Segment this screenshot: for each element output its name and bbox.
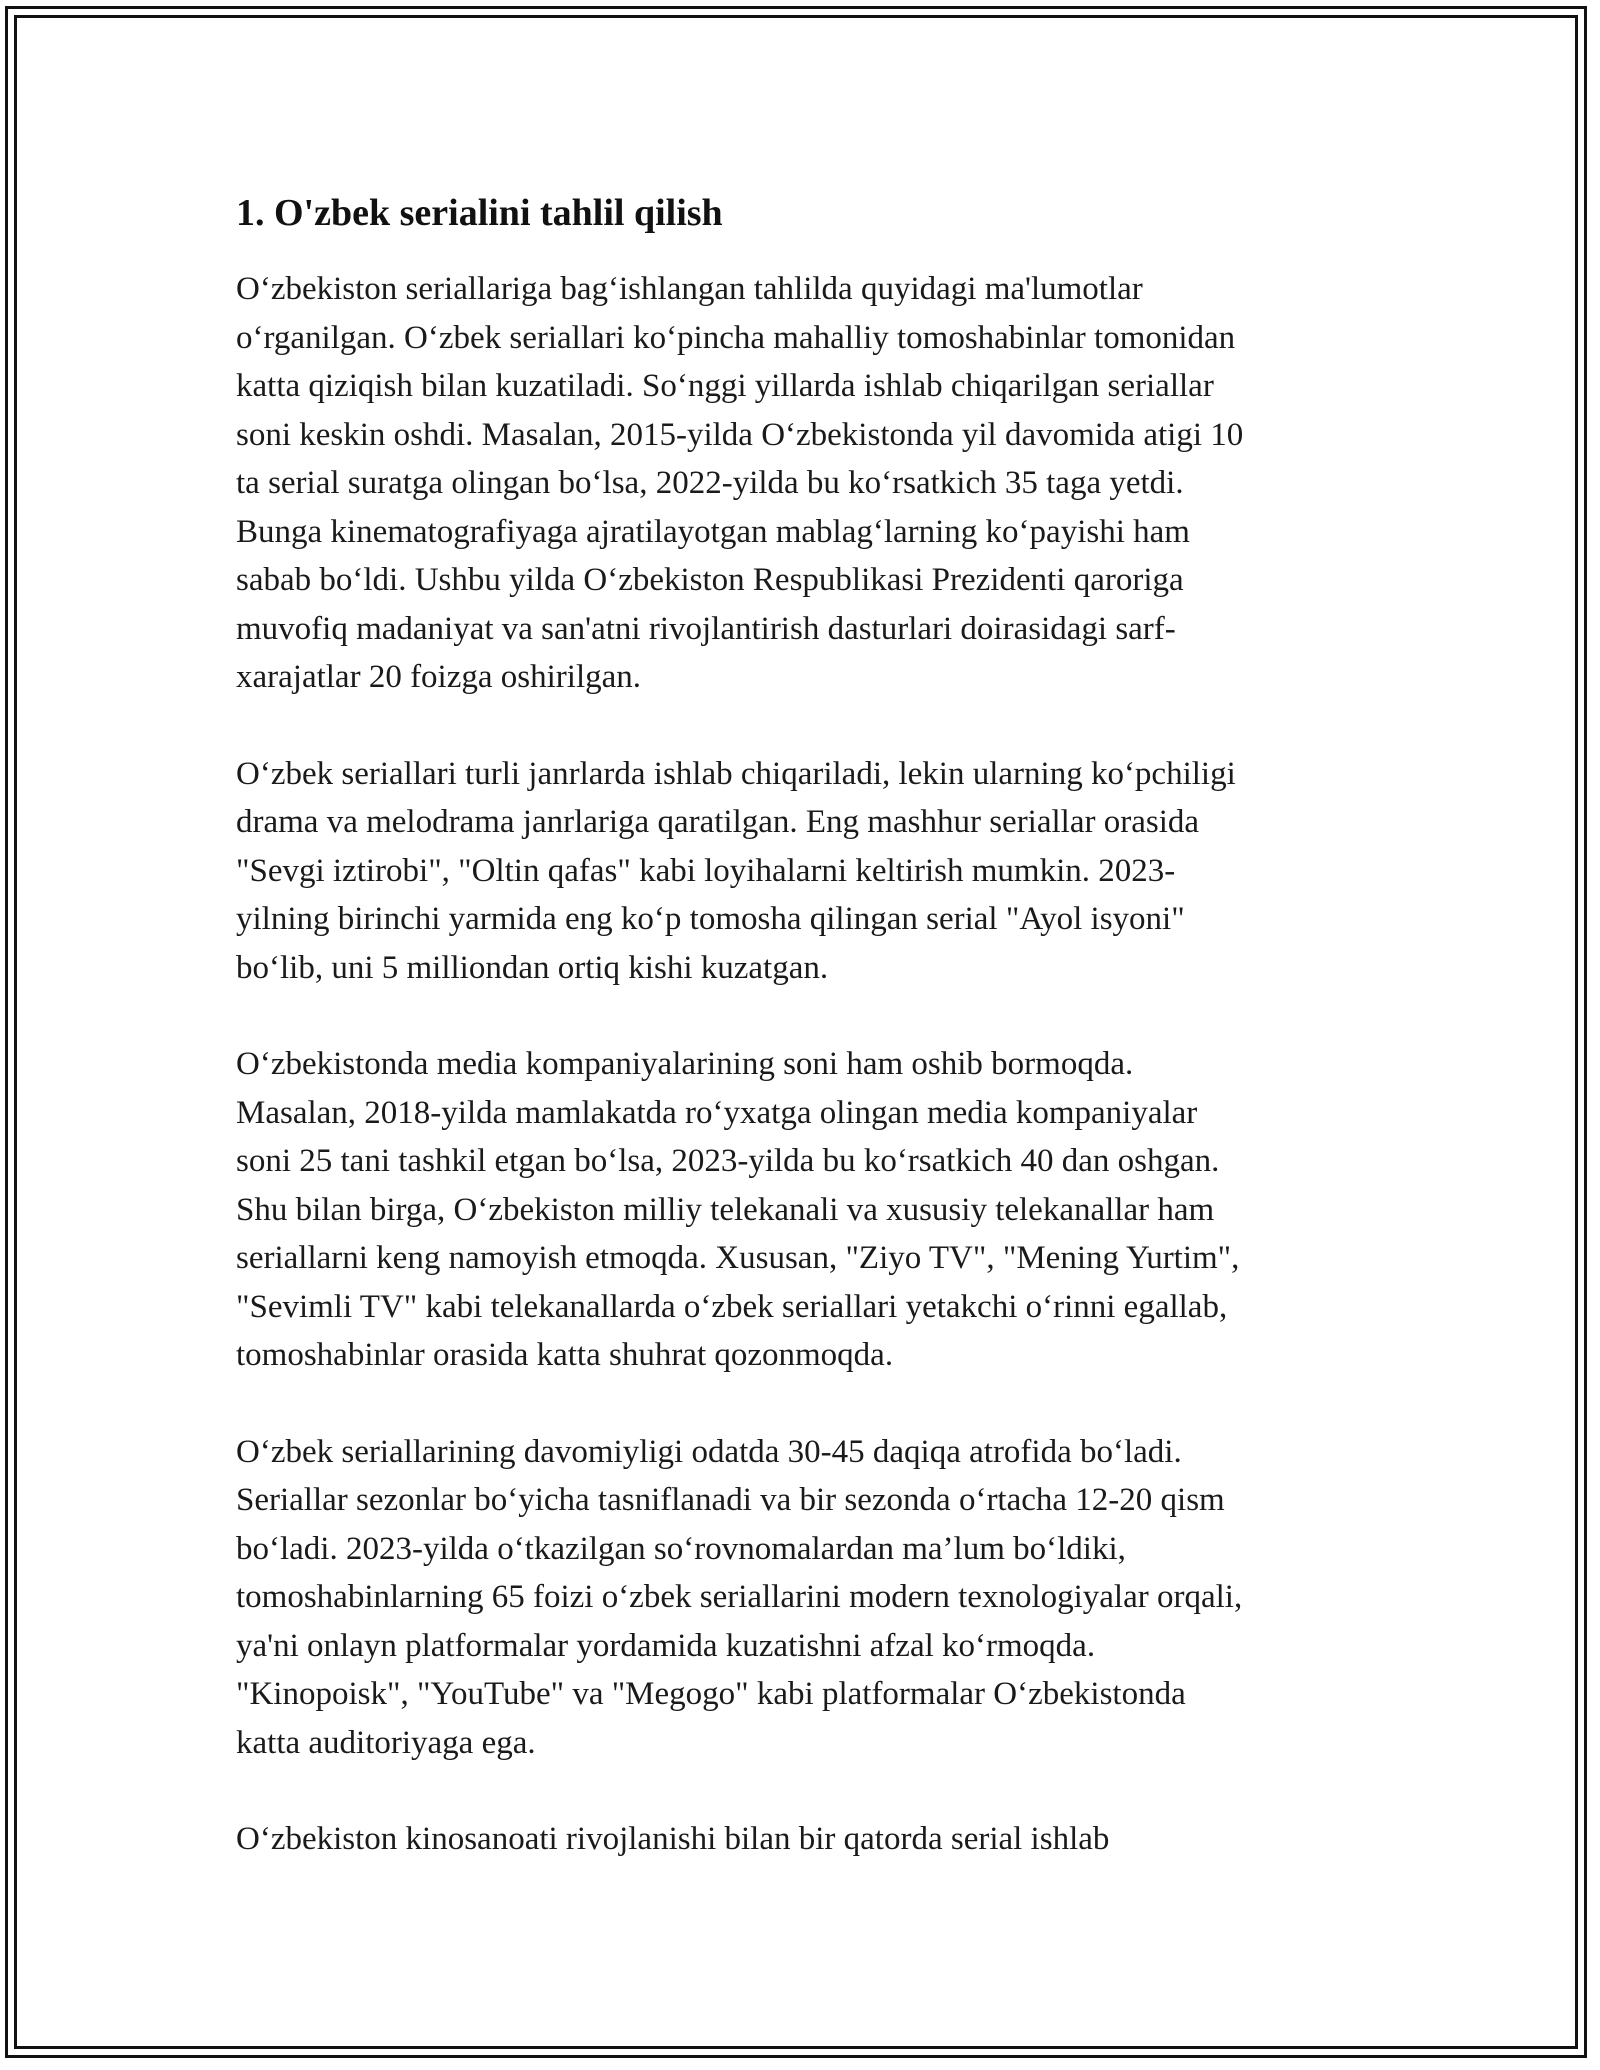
- paragraph-2: O‘zbek seriallari turli janrlarda ishlab chiqariladi, lekin ularning ko‘pchiligi drama va melodrama janrlariga qaratilgan. Eng mashhur seriallar orasida "Sevgi iztirobi", "Oltin qafas" kabi loyihalarni keltirish mumkin. 2023- yilning birinchi yarmida eng ko‘p tomosha qilingan serial "Ayol isyoni" bo‘lib, uni 5 milliondan ortiq kishi kuzatgan.: [236, 755, 1236, 986]
- paragraph-1: O‘zbekiston seriallariga bag‘ishlangan tahlilda quyidagi ma'lumotlar o‘rganilgan. O‘zbek seriallari ko‘pincha mahalliy tomoshabinlar tomonidan katta qiziqish bilan kuzatiladi. So‘nggi yillarda ishlab chiqarilgan seriallar soni keskin oshdi. Masalan, 2015-yilda O‘zbekistonda yil davomida atigi 10 ta serial suratga olingan bo‘lsa, 2022-yilda bu ko‘rsatkich 35 taga yetdi. Bunga kinematografiyaga ajratilayotgan mablag‘larning ko‘payishi ham sabab bo‘ldi. Ushbu yilda O‘zbekiston Respublikasi Prezidenti qaroriga muvofiq madaniyat va san'atni rivojlantirish dasturlari doirasidagi sarf- xarajatlar 20 foizga oshirilgan.: [236, 271, 1244, 695]
- paragraph-4: O‘zbek seriallarining davomiyligi odatda 30-45 daqiqa atrofida bo‘ladi. Seriallar sezonlar bo‘yicha tasniflanadi va bir sezonda o‘rtacha 12-20 qism bo‘ladi. 2023-yilda o‘tkazilgan so‘rovnomalardan ma’lum bo‘ldiki, tomoshabinlarning 65 foizi o‘zbek seriallarini modern texnologiyalar orqali, ya'ni onlayn platformalar yordamida kuzatishni afzal ko‘rmoqda. "Kinopoisk", "YouTube" va "Megogo" kabi platformalar O‘zbekistonda katta auditoriyaga ega.: [236, 1433, 1243, 1761]
- document-body: [236, 187, 1366, 1912]
- section-title: 1. O'zbek serialini tahlil qilish: [236, 192, 723, 234]
- paragraph-3: O‘zbekistonda media kompaniyalarining soni ham oshib bormoqda. Masalan, 2018-yilda mamlakatda ro‘yxatga olingan media kompaniyalar soni 25 tani tashkil etgan bo‘lsa, 2023-yilda bu ko‘rsatkich 40 dan oshgan. Shu bilan birga, O‘zbekiston milliy telekanali va xususiy telekanallar ham seriallarni keng namoyish etmoqda. Xususan, "Ziyo TV", "Mening Yurtim", "Sevimli TV" kabi telekanallarda o‘zbek seriallari yetakchi o‘rinni egallab, tomoshabinlar orasida katta shuhrat qozonmoqda.: [236, 1046, 1240, 1373]
- paragraph-5: O‘zbekiston kinosanoati rivojlanishi bilan bir qatorda serial ishlab: [236, 1821, 1110, 1857]
